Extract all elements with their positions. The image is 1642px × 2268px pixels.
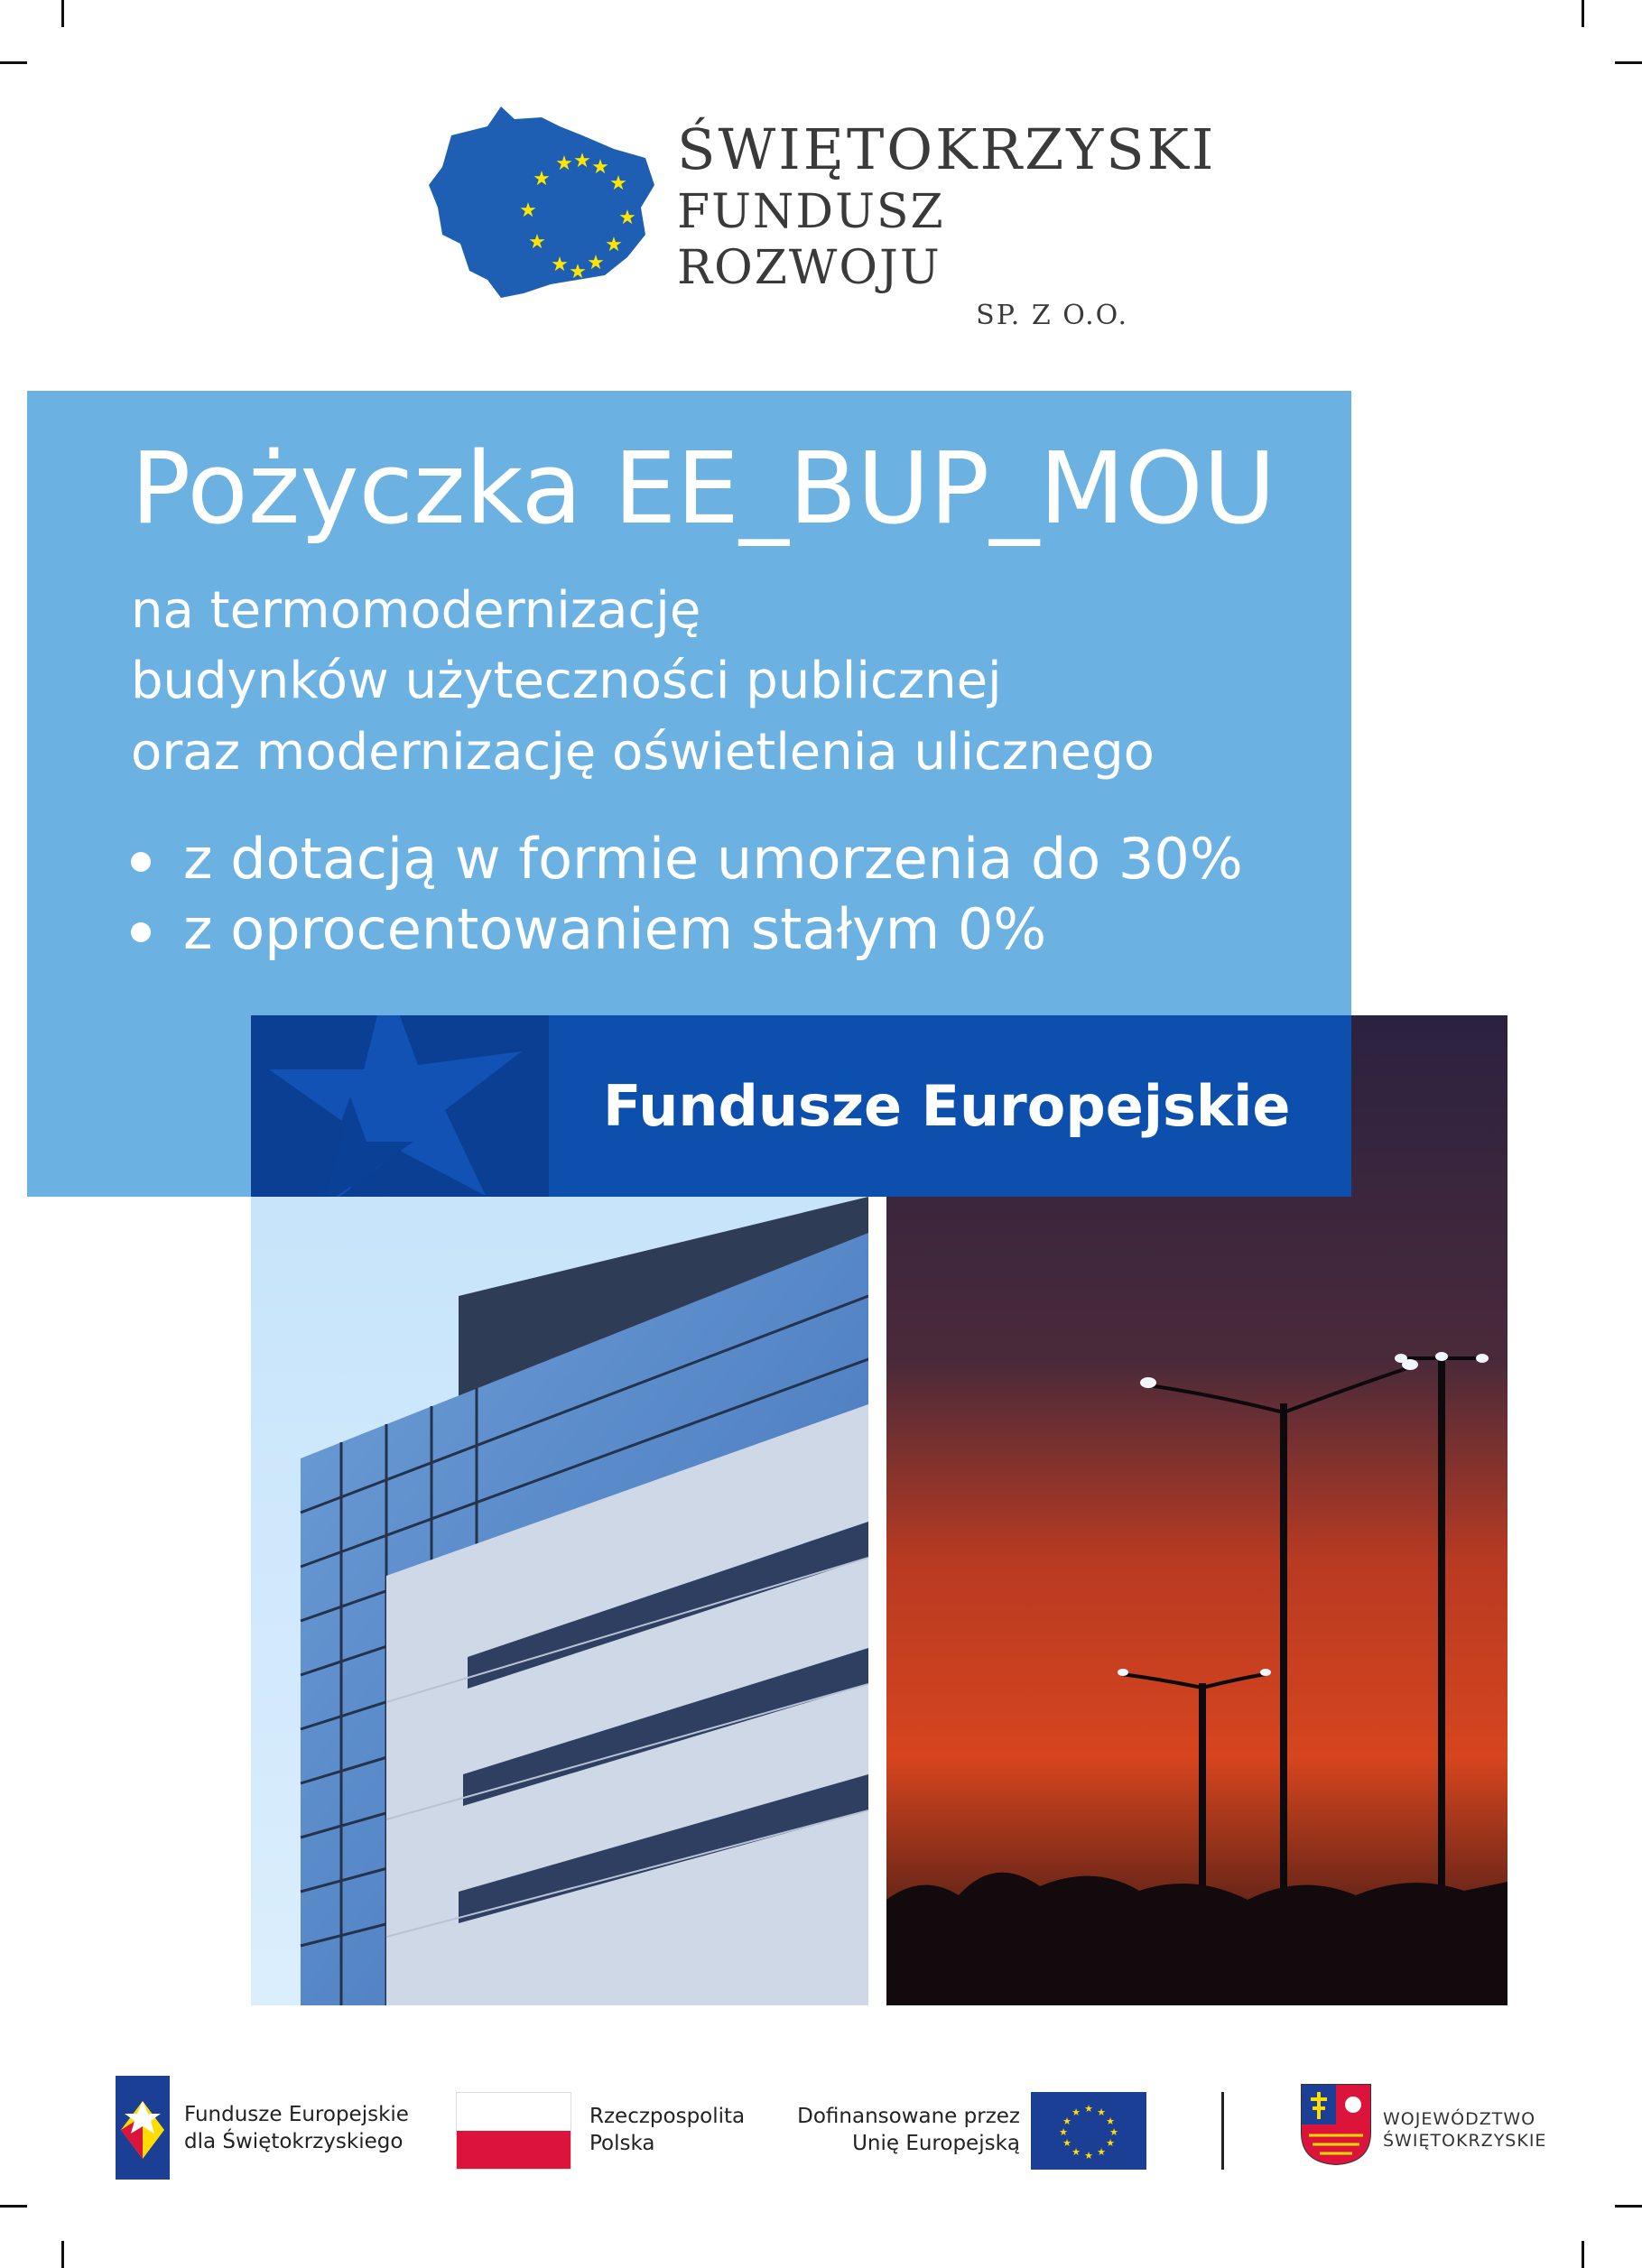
svg-text:★: ★	[519, 199, 537, 222]
building-illustration	[251, 1197, 868, 2005]
star-shape-icon	[251, 1015, 549, 1197]
svg-text:★: ★	[605, 234, 623, 256]
svg-text:★: ★	[1106, 2137, 1115, 2149]
crop-mark	[1582, 0, 1584, 27]
svg-text:★: ★	[1097, 2106, 1106, 2118]
woj-logo-text	[1383, 2108, 1546, 2152]
svg-text:★: ★	[587, 252, 605, 274]
brand-wordmark	[677, 116, 1217, 336]
brand-name-line1: ŚWIĘTOKRZYSKI	[677, 116, 1217, 182]
svg-text:★: ★	[1106, 2115, 1115, 2127]
svg-text:★: ★	[555, 153, 573, 175]
svg-text:★: ★	[1062, 2137, 1071, 2149]
svg-text:★: ★	[618, 207, 636, 229]
svg-text:★: ★	[609, 172, 627, 195]
brand-name-line2: FUNDUSZ ROZWOJU	[677, 185, 945, 295]
brand-logo	[424, 99, 1217, 331]
hero-subtitle-line: budynków użyteczności publicznej	[131, 652, 1002, 711]
svg-text:★: ★	[573, 150, 591, 172]
eu-banner-star-graphic	[251, 1015, 549, 1197]
building-facade-photo	[251, 1197, 868, 2005]
woj-label-line: WOJEWÓDZTWO	[1383, 2109, 1536, 2129]
brand-name-line3: SP. Z O.O.	[976, 300, 1128, 331]
eu-funds-banner	[251, 1015, 1351, 1197]
svg-text:★: ★	[551, 254, 569, 276]
hero-subtitle	[131, 576, 1155, 788]
svg-text:★: ★	[1097, 2146, 1106, 2158]
svg-text:★: ★	[1071, 2106, 1081, 2118]
hero-subtitle-line: na termomodernizację	[131, 581, 701, 640]
footer-logo-woj	[1300, 2083, 1547, 2173]
fe-label-line: dla Świętokrzyskiego	[184, 2130, 404, 2153]
svg-text:★: ★	[1109, 2126, 1118, 2138]
crop-mark	[1582, 2241, 1584, 2268]
poland-flag-icon	[456, 2092, 571, 2170]
rp-label-line: Rzeczpospolita	[589, 2105, 746, 2128]
eu-label-line: Unię Europejską	[852, 2132, 1020, 2155]
svg-text:★: ★	[1059, 2126, 1068, 2138]
svg-text:★: ★	[533, 168, 551, 190]
rp-label-line: Polska	[589, 2132, 655, 2155]
woj-label-line: ŚWIĘTOKRZYSKIE	[1383, 2131, 1547, 2151]
svg-text:★: ★	[1071, 2146, 1081, 2158]
svg-text:★: ★	[528, 231, 546, 254]
crop-mark	[61, 0, 64, 27]
hero-bullet-list	[131, 824, 1243, 965]
eu-logo-text	[797, 2103, 1020, 2157]
svg-text:★: ★	[1084, 2150, 1093, 2162]
svg-text:★: ★	[1062, 2115, 1071, 2127]
crop-mark	[0, 2205, 27, 2208]
fe-label-line: Fundusze Europejskie	[184, 2103, 409, 2126]
coat-of-arms-icon	[1300, 2083, 1372, 2166]
region-map-icon	[424, 99, 659, 307]
footer-divider	[1221, 2092, 1224, 2170]
svg-text:★: ★	[591, 156, 609, 179]
fe-logo-icon	[116, 2076, 170, 2180]
svg-text:★: ★	[569, 261, 587, 283]
footer-logo-rp	[456, 2092, 754, 2170]
fe-logo-text	[184, 2101, 409, 2155]
hero-bullet: z oprocentowaniem stałym 0%	[131, 894, 1243, 965]
hero-subtitle-line: oraz modernizację oświetlenia ulicznego	[131, 722, 1155, 782]
crop-mark	[1615, 2205, 1642, 2208]
hero-bullet: z dotacją w formie umorzenia do 30%	[131, 824, 1243, 894]
eu-banner-label: Fundusze Europejskie	[603, 1073, 1291, 1139]
eu-label-line: Dofinansowane przez	[797, 2105, 1020, 2128]
eu-flag-icon	[1031, 2092, 1146, 2170]
crop-mark	[61, 2241, 64, 2268]
footer-logo-eu	[785, 2092, 1146, 2170]
hero-title: Pożyczka EE_BUP_MOU	[131, 430, 1276, 546]
footer-logo-fe	[116, 2076, 422, 2180]
crop-mark	[1615, 61, 1642, 64]
svg-text:★: ★	[1084, 2103, 1093, 2115]
crop-mark	[0, 61, 27, 64]
rp-logo-text	[589, 2103, 745, 2157]
